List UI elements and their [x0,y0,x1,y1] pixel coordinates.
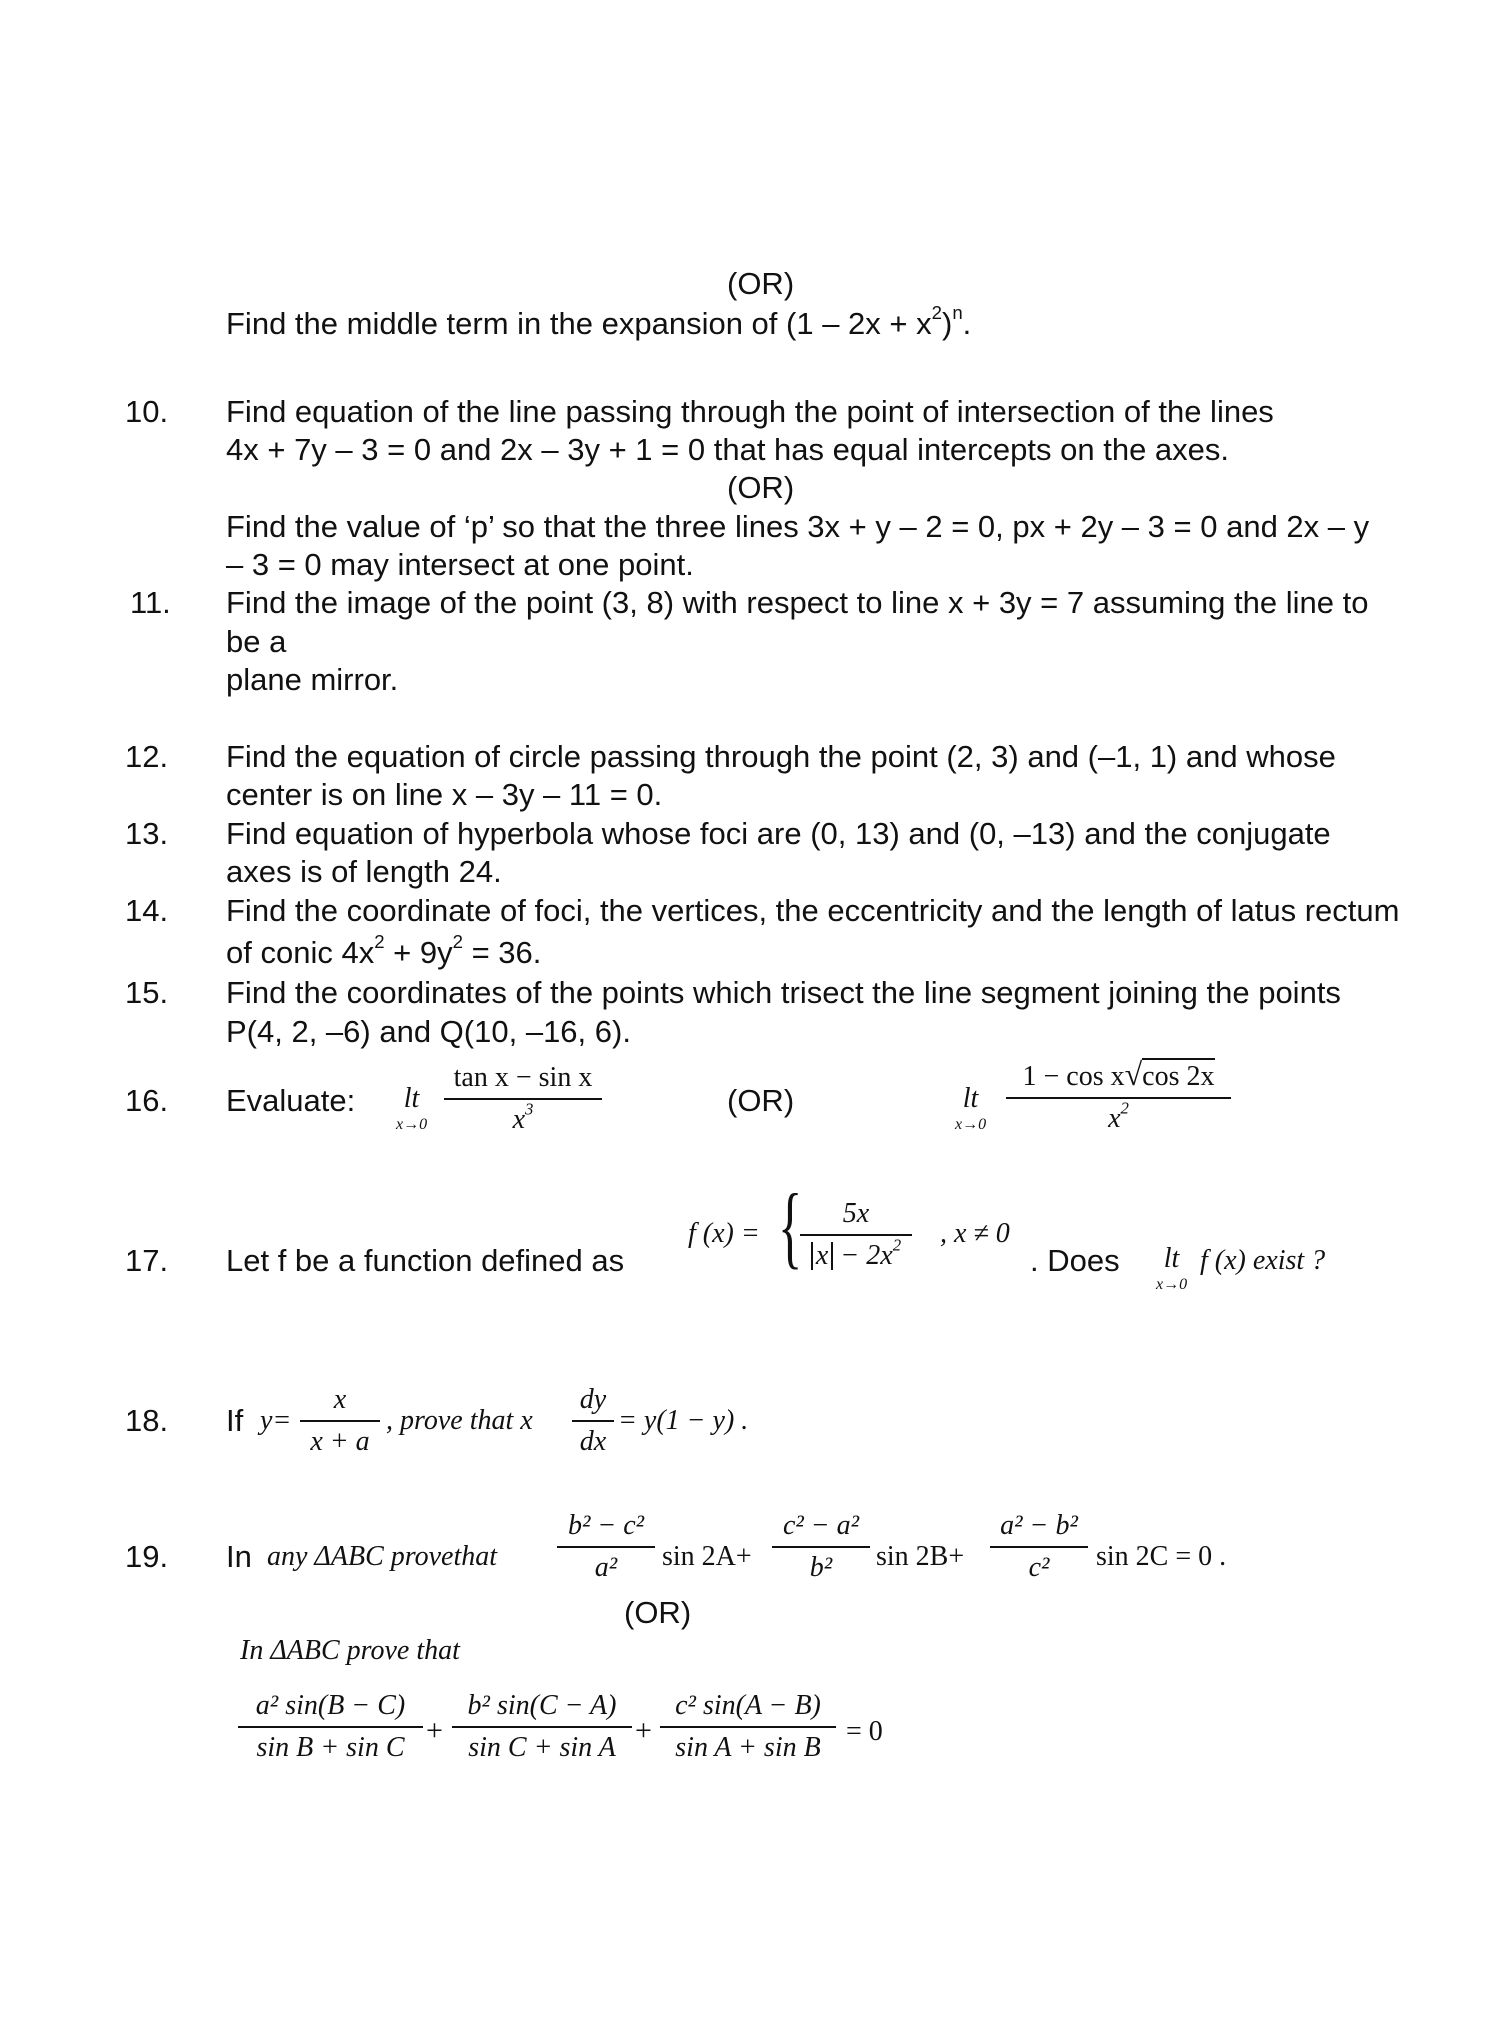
sin-2c-term: sin 2C = 0 . [1096,1541,1227,1572]
fraction-x-over-x-plus-a: x x + a [300,1386,380,1456]
y-equals: y= [260,1405,292,1436]
function-f-of-x: f (x) = [688,1218,760,1249]
question-number: 16. [125,1083,169,1118]
limit-operator: lt x→0 [955,1083,987,1133]
evaluate-label: Evaluate: [226,1083,356,1118]
question-number: 18. [125,1403,169,1438]
question-10-or-line: Find the value of ‘p’ so that the three lines 3x + y – 2 = 0, px + 2y – 3 = 0 and 2x – y [226,509,1370,544]
or-separator: (OR) [624,1595,692,1630]
sin-2b-term: sin 2B+ [876,1541,965,1572]
limit-operator: lt x→0 [396,1083,428,1133]
limit-operator: lt x→0 [1156,1243,1188,1293]
or-separator: (OR) [727,470,795,505]
question-number: 11. [130,585,171,620]
question-14-line: of conic $4x^2 + 9y^2 = 36$. [226,931,542,970]
alt-prove-text: In ΔABC prove that [240,1635,460,1666]
plus-sign: + [635,1714,652,1747]
in-text: In [226,1539,252,1574]
question-number: 12. [125,739,169,774]
piecewise-condition: , x ≠ 0 [940,1218,1010,1249]
fraction-dy-dx: dy dx [572,1386,614,1456]
or-separator: (OR) [727,1083,795,1118]
question-13-line: Find equation of hyperbola whose foci are (0, 13) and (0, –13) and the conjugate [226,816,1331,851]
question-10-or-line: – 3 = 0 may intersect at one point. [226,547,694,582]
question-11-line: be a [226,624,287,659]
question-12-line: Find the equation of circle passing through the point (2, 3) and (–1, 1) and whose [226,739,1336,774]
question-number: 19. [125,1539,169,1574]
question-11-line: Find the image of the point (3, 8) with respect to line x + 3y = 7 assuming the line to [226,585,1369,620]
any-triangle-prove-text: any ΔABC provethat [267,1541,498,1572]
question-number: 15. [125,975,169,1010]
question-15-line: P(4, 2, –6) and Q(10, –16, 6). [226,1014,631,1049]
fraction-b2-c2-over-a2: b² − c² a² [557,1512,655,1582]
sin-2a-term: sin 2A+ [662,1541,752,1572]
question-17-text: Let f be a function defined as [226,1243,625,1278]
or-separator: (OR) [727,266,795,301]
question-number: 14. [125,893,169,928]
rhs-expression: = y(1 − y) . [618,1405,749,1436]
question-number: 17. [125,1243,169,1278]
prove-that-text: , prove that x [386,1405,533,1436]
fraction-b2-sin-c-a: b² sin(C − A) sin C + sin A [452,1692,632,1762]
question-10-line: 4x + 7y – 3 = 0 and 2x – 3y + 1 = 0 that has equal intercepts on the axes. [226,432,1230,467]
plus-sign: + [426,1714,443,1747]
piecewise-fraction: 5x $x - 2x^2$ [800,1200,912,1270]
fraction-one-minus-cos: 1 − cos x√cos 2x $x^2$ [1006,1058,1231,1133]
equals-zero: = 0 [846,1716,883,1747]
question-11-line: plane mirror. [226,662,399,697]
question-12-line: center is on line x – 3y – 11 = 0. [226,777,663,812]
question-10-line: Find equation of the line passing through the point of intersection of the lines [226,394,1274,429]
question-number: 13. [125,816,169,851]
fraction-a2-b2-over-c2: a² − b² c² [990,1512,1088,1582]
does-text: . Does [1030,1243,1120,1278]
question-14-line: Find the coordinate of foci, the vertices, the eccentricity and the length of latus rectum [226,893,1400,928]
fraction-tan-minus-sin: tan x − sin x $x^3$ [444,1064,602,1134]
question-number: 10. [125,394,169,429]
fraction-c2-a2-over-b2: c² − a² b² [772,1512,870,1582]
question-9-or-text: Find the middle term in the expansion of $(1 - 2x + x^2)^n$. [226,302,972,341]
question-15-line: Find the coordinates of the points which trisect the line segment joining the points [226,975,1341,1010]
piecewise-brace: { [778,1175,803,1277]
question-13-line: axes is of length 24. [226,854,502,889]
fraction-c2-sin-a-b: c² sin(A − B) sin A + sin B [660,1692,836,1762]
fraction-a2-sin-b-c: a² sin(B − C) sin B + sin C [238,1692,423,1762]
if-text: If [226,1403,244,1438]
f-of-x-exist-text: f (x) exist ? [1200,1245,1326,1276]
